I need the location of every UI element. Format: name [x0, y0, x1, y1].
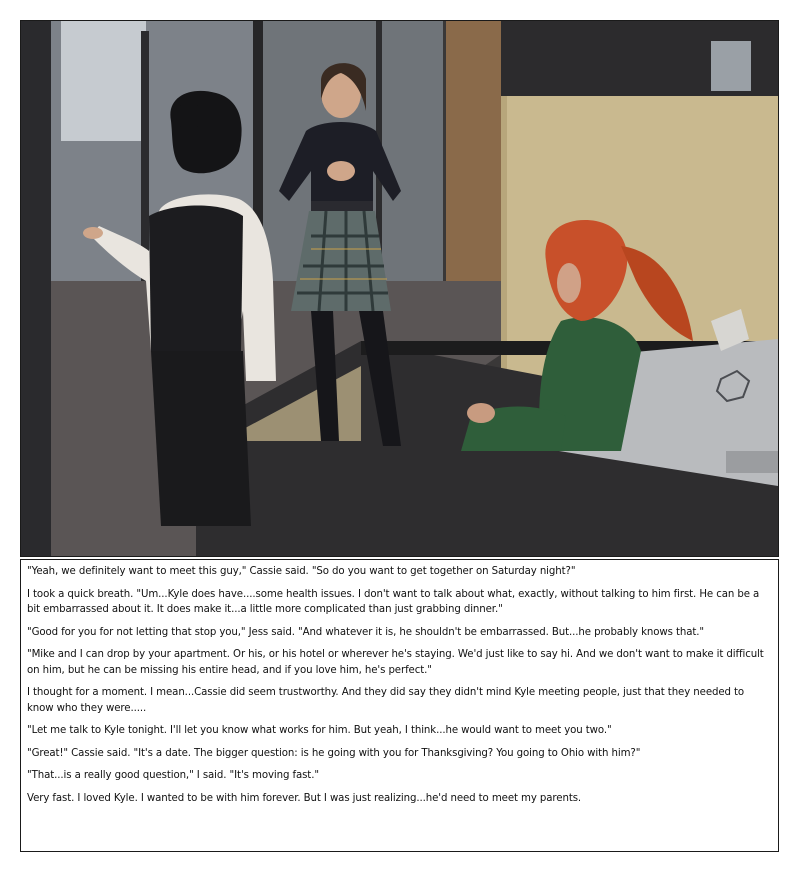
story-paragraph: "Let me talk to Kyle tonight. I'll let you know what works for him. But yeah, I think...he would want to meet you two." [27, 725, 612, 736]
office-scene-illustration [21, 21, 778, 556]
story-caption-box [20, 559, 779, 852]
window-light [61, 21, 146, 141]
story-paragraph: Very fast. I loved Kyle. I wanted to be with him forever. But I was just realizing...he'd need to meet my parents. [27, 792, 582, 804]
story-paragraph: "Yeah, we definitely want to meet this guy," Cassie said. "So do you want to get together on Saturday night?" [27, 566, 576, 577]
illustration-panel [20, 20, 779, 557]
story-paragraph: "Mike and I can drop by your apartment. Or his, or his hotel or wherever he's staying. We'd just like to say hi. And we don't want to make it difficult on him, but he can be missing his entire head, and if you love him, he's perfect." [27, 649, 764, 676]
story-paragraph: "Good for you for not letting that stop you," Jess said. "And whatever it is, he shouldn't be embarrassed. But...he probably knows that." [27, 626, 704, 638]
story-paragraph: I thought for a moment. I mean...Cassie did seem trustworthy. And they did say they didn't mind Kyle meeting people, just that they needed to know who they were..... [27, 687, 745, 714]
wood-panel [446, 21, 501, 291]
story-paragraph: I took a quick breath. "Um...Kyle does have....some health issues. I don't want to talk about what, exactly, without talking to him first. He can be a bit embarrassed about it. It does make it...a little more complicated than just grabbing dinner." [27, 588, 760, 615]
story-paragraph: "Great!" Cassie said. "It's a date. The bigger question: is he going with you for Thanksgiving? You going to Ohio with him?" [27, 747, 641, 759]
story-paragraph: "That...is a really good question," I said. "It's moving fast." [27, 770, 319, 781]
